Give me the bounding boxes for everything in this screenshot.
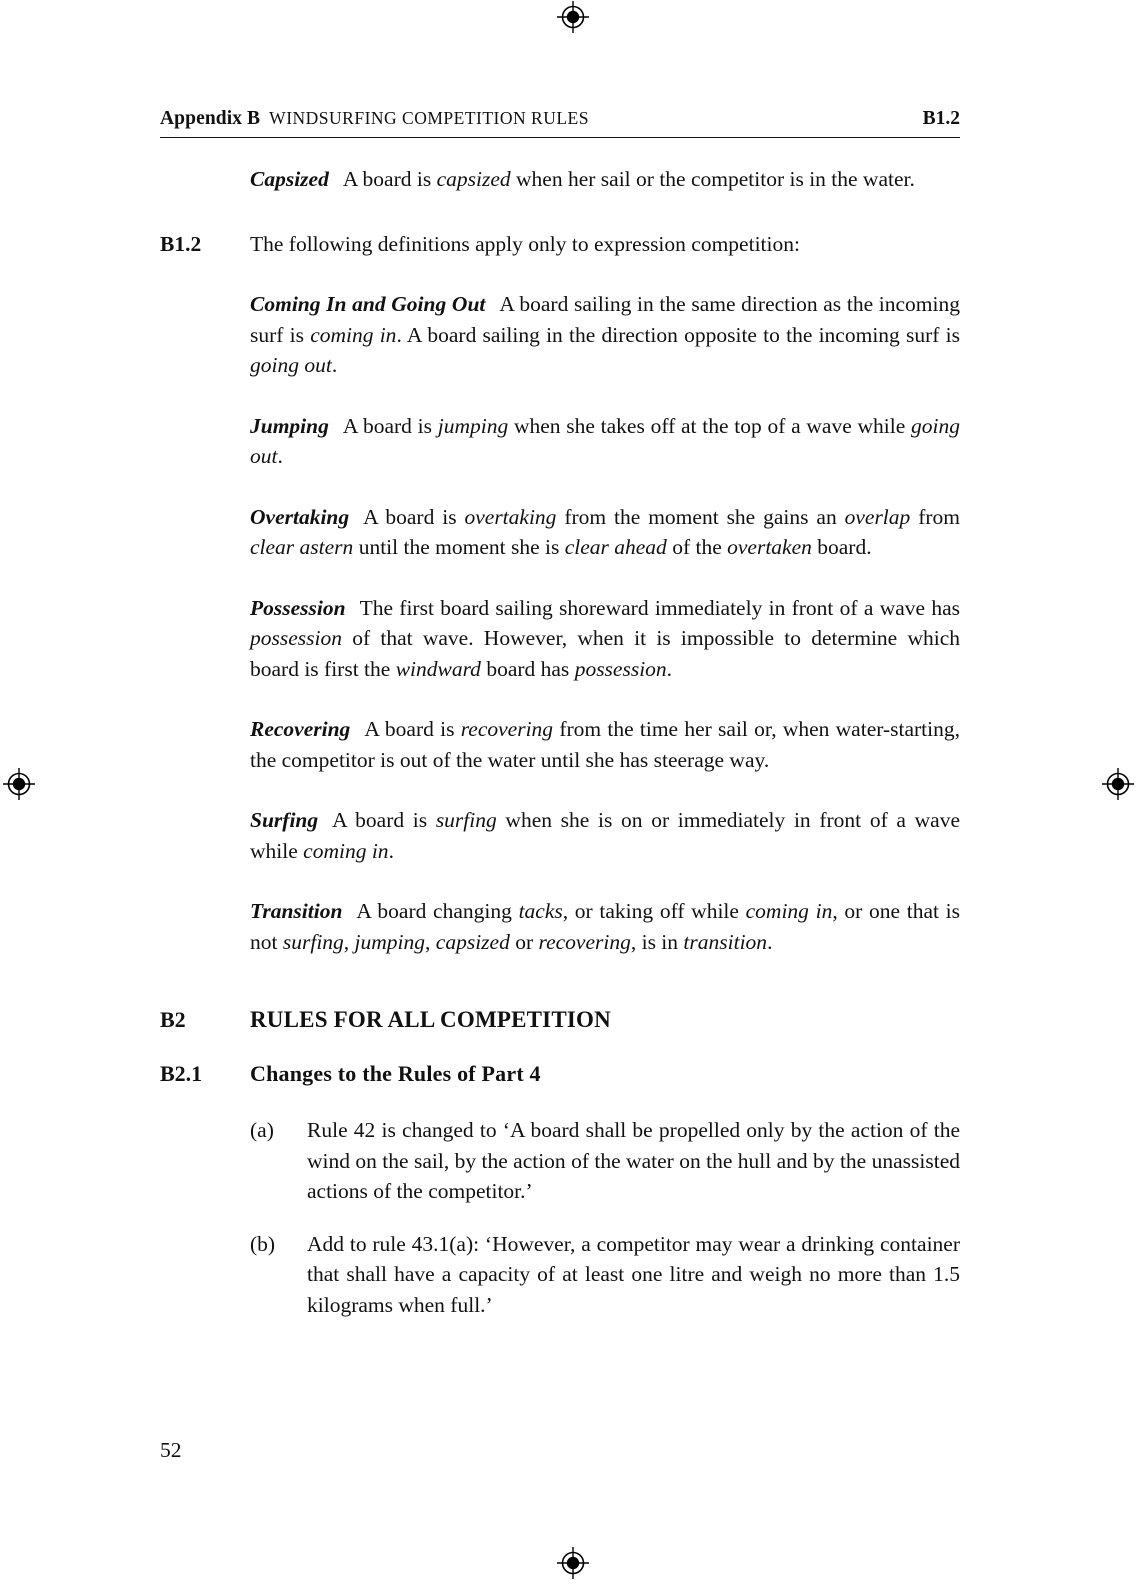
section-label: B2 — [160, 1007, 186, 1033]
definition-term: Possession — [250, 595, 346, 620]
definition-term: Jumping — [250, 413, 329, 438]
registration-mark-icon-left — [2, 767, 36, 801]
definition-transition: Transition A board changing tacks, or taking off while coming in, or one that is not surfing, jumping, capsized or recovering, is in transition. — [250, 899, 960, 954]
definition-surfing: Surfing A board is surfing when she is on or immediately in front of a wave while coming in. — [250, 808, 961, 863]
list-item-marker: (a) — [250, 1118, 274, 1143]
clause-b1-2 — [160, 229, 960, 260]
section-heading-b2-1 — [160, 1061, 960, 1087]
definition-recovering: Recovering A board is recovering from the time her sail or, when water-starting, the competitor is out of the water until she has steerage way. — [250, 717, 960, 772]
running-header-left — [160, 108, 589, 130]
running-header — [160, 108, 960, 138]
definition-term: Recovering — [250, 717, 351, 742]
definition-overtaking: Overtaking A board is overtaking from the moment she gains an overlap from clear astern until the moment she is clear ahead of the overtaken board. — [250, 504, 960, 560]
section-title: Changes to the Rules of Part 4 — [250, 1061, 541, 1087]
list-item-text: Add to rule 43.1(a): ‘However, a competitor may wear a drinking container that shall have a capacity of at least one litre and weigh no more than 1.5 kilograms when full.’ — [307, 1231, 960, 1317]
page-title: WINDSURFING COMPETITION RULES — [269, 108, 589, 128]
definition-term: Overtaking — [250, 504, 350, 529]
registration-mark-icon-top — [556, 0, 590, 34]
section-title: RULES FOR ALL COMPETITION — [250, 1007, 611, 1033]
list-item — [250, 1115, 960, 1207]
list-item — [250, 1229, 960, 1321]
page-number: 52 — [160, 1438, 182, 1462]
section-label: B2.1 — [160, 1061, 203, 1087]
definition-term: Surfing — [250, 808, 319, 833]
lettered-list — [250, 1115, 960, 1320]
definition-term: Transition — [250, 899, 343, 924]
section-heading-b2 — [160, 1007, 960, 1033]
list-item-marker: (b) — [250, 1231, 276, 1256]
clause-label: B1.2 — [160, 231, 202, 256]
page-content — [160, 108, 960, 1320]
running-header-rule-ref: B1.2 — [922, 108, 960, 129]
definition-term: Coming In and Going Out — [250, 292, 486, 317]
definition-possession: Possession The first board sailing shoreward immediately in front of a wave has possession of that wave. However, when it is impossible to determine which board is first the windward board has possession. — [250, 595, 960, 681]
document-body — [160, 164, 960, 1320]
list-item-text: Rule 42 is changed to ‘A board shall be propelled only by the action of the wind on the sail, by the action of the water on the hull and by the unassisted actions of the competitor.’ — [307, 1118, 960, 1204]
appendix-label: Appendix B — [160, 108, 261, 129]
definition-capsized: Capsized A board is capsized when her sail or the competitor is in the water. — [250, 167, 915, 191]
definition-term: Capsized — [250, 167, 329, 191]
registration-mark-icon-bottom — [556, 1546, 590, 1580]
registration-mark-icon-right — [1101, 767, 1135, 801]
definition-jumping: Jumping A board is jumping when she takes off at the top of a wave while going out. — [250, 413, 960, 469]
clause-text: The following definitions apply only to expression competition: — [250, 231, 800, 256]
definition-coming-in-and-going-out: Coming In and Going Out A board sailing in the same direction as the incoming surf is coming in. A board sailing in the direction opposite to the incoming surf is going out. — [250, 292, 960, 378]
